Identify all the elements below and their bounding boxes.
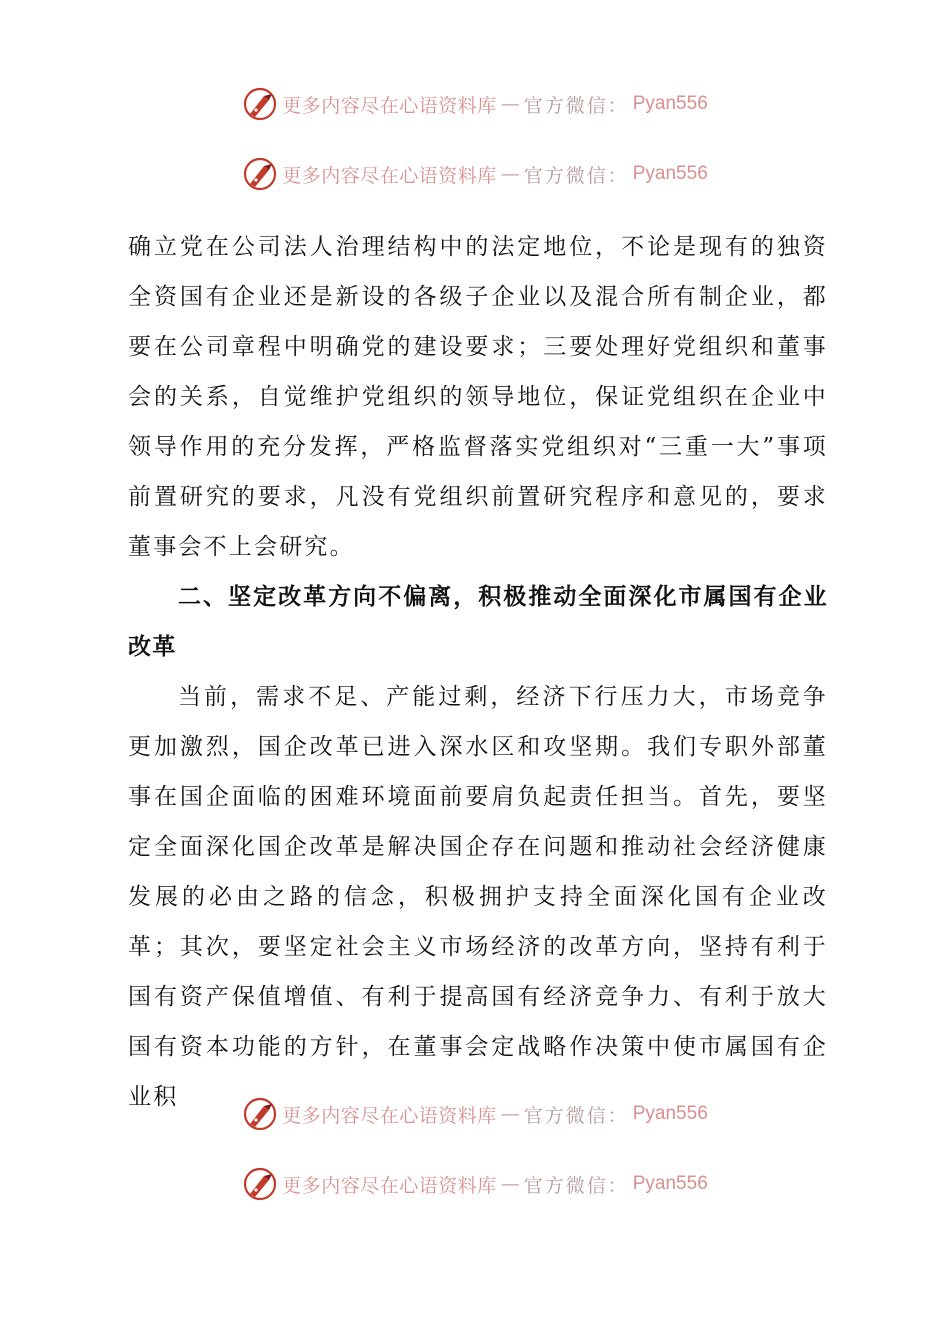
banner-text: 更多内容尽在心语资料库: [282, 1174, 497, 1197]
watermark-banner-top-1: [0, 84, 950, 124]
banner-separator: —: [500, 93, 520, 115]
pen-nib-logo-icon: [242, 86, 278, 122]
section-heading: 二、坚定改革方向不偏离，积极推动全面深化市属国有企业改革: [128, 584, 828, 660]
banner-separator: —: [500, 163, 520, 185]
document-body: [128, 222, 828, 1122]
pen-nib-logo-icon: [242, 156, 278, 192]
watermark-banner-top-2: [0, 154, 950, 194]
banner-wechat-id: Pyan556: [632, 1103, 708, 1124]
banner-text: 更多内容尽在心语资料库: [282, 164, 497, 187]
banner-wechat-id: Pyan556: [632, 1173, 708, 1194]
pen-nib-logo-icon: [242, 1096, 278, 1132]
banner-wechat-label: 官方微信：: [523, 1104, 629, 1127]
banner-wechat-id: Pyan556: [632, 163, 708, 184]
banner-separator: —: [500, 1103, 520, 1125]
banner-text: 更多内容尽在心语资料库: [282, 1104, 497, 1127]
paragraph-body: 当前，需求不足、产能过剩，经济下行压力大，市场竞争更加激烈，国企改革已进入深水区和攻坚期。我们专职外部董事在国企面临的困难环境面前要肩负起责任担当。首先，要坚定全面深化国企改革是解决国企存在问题和推动社会经济健康发展的必由之路的信念，积极拥护支持全面深化国有企业改革；其次，要坚定社会主义市场经济的改革方向，坚持有利于国有资产保值增值、有利于提高国有经济竞争力、有利于放大国有资本功能的方针，在董事会定战略作决策中使市属国有企业积: [128, 684, 828, 1110]
banner-text: 更多内容尽在心语资料库: [282, 94, 497, 117]
watermark-banner-bottom-2: [0, 1164, 950, 1204]
pen-nib-logo-icon: [242, 1166, 278, 1202]
banner-separator: —: [500, 1173, 520, 1195]
banner-wechat-label: 官方微信：: [523, 1174, 629, 1197]
paragraph-continuation: 确立党在公司法人治理结构中的法定地位，不论是现有的独资全资国有企业还是新设的各级子企业以及混合所有制企业，都要在公司章程中明确党的建设要求；三要处理好党组织和董事会的关系，自觉维护党组织的领导地位，保证党组织在企业中领导作用的充分发挥，严格监督落实党组织对“三重一大”事项前置研究的要求，凡没有党组织前置研究程序和意见的，要求董事会不上会研究。: [128, 234, 828, 560]
banner-wechat-label: 官方微信：: [523, 94, 629, 117]
banner-wechat-id: Pyan556: [632, 93, 708, 114]
watermark-banner-bottom-1: [0, 1094, 950, 1134]
banner-wechat-label: 官方微信：: [523, 164, 629, 187]
